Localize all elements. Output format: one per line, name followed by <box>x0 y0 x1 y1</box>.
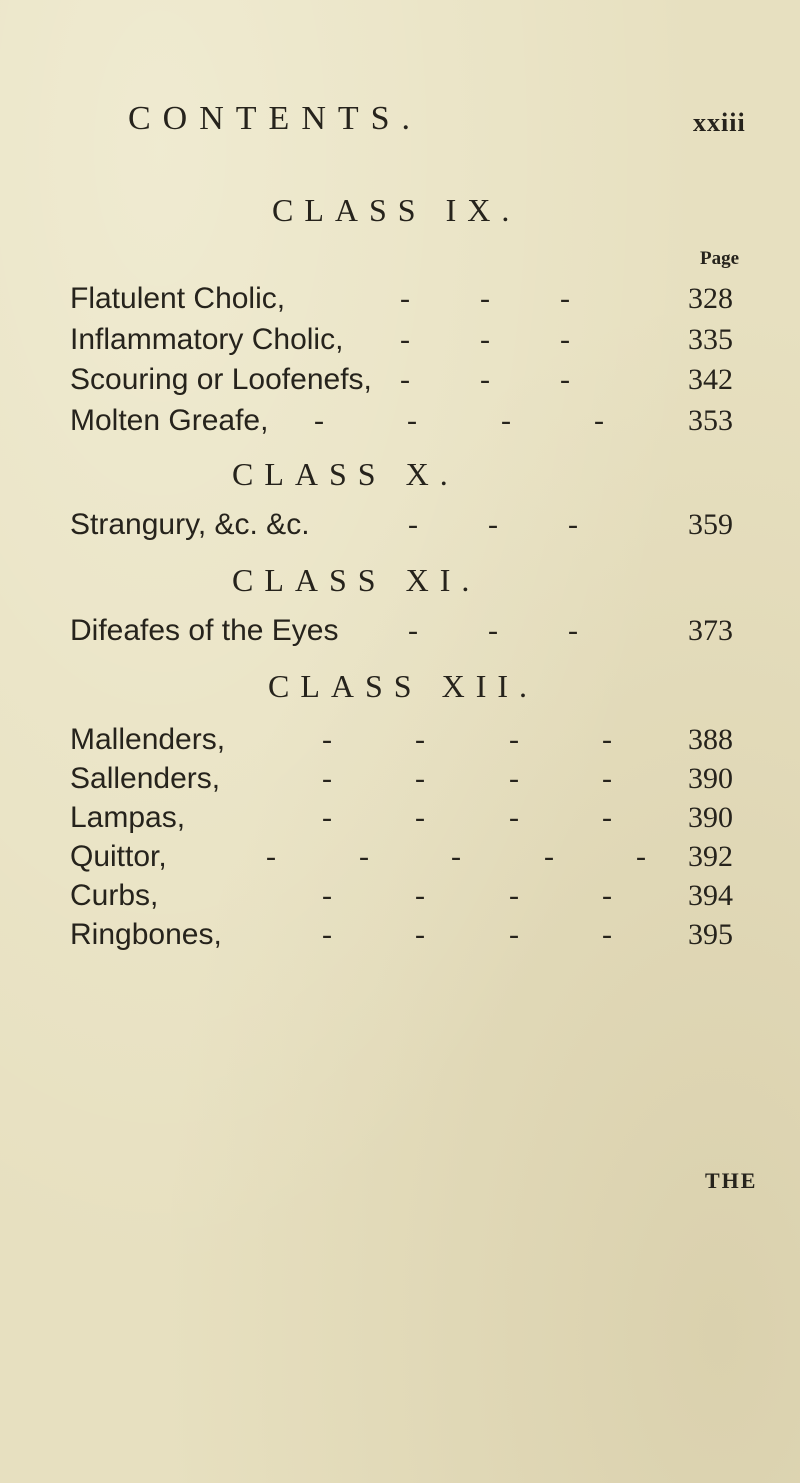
leader-dash: - <box>568 508 578 541</box>
contents-entry <box>70 723 750 763</box>
leader-dash: - <box>400 363 410 396</box>
leader-dash: - <box>322 879 332 912</box>
leader-dash: - <box>266 840 276 873</box>
contents-entry <box>70 762 750 802</box>
leader-dash: - <box>509 879 519 912</box>
leader-dash: - <box>488 508 498 541</box>
entry-title: Curbs, <box>70 879 159 912</box>
contents-entry <box>70 282 750 322</box>
entry-title: Lampas, <box>70 801 186 834</box>
leader-dash: - <box>408 614 418 647</box>
entry-title: Scouring or Loofenefs, <box>70 363 372 396</box>
entry-page: 395 <box>688 918 733 951</box>
leader-dash: - <box>415 801 425 834</box>
entry-title: Strangury, &c. &c. <box>70 508 310 541</box>
page-column-label: Page <box>700 248 740 269</box>
leader-dash: - <box>400 282 410 315</box>
section-heading: CLASS X. <box>232 456 459 492</box>
leader-dash: - <box>314 404 324 437</box>
entry-title: Flatulent Cholic, <box>70 282 286 315</box>
leader-dash: - <box>359 840 369 873</box>
leader-dash: - <box>322 723 332 756</box>
leader-dash: - <box>322 801 332 834</box>
leader-dash: - <box>560 363 570 396</box>
leader-dash: - <box>509 918 519 951</box>
page-number: xxiii <box>693 108 746 137</box>
section-heading: CLASS IX. <box>272 192 521 228</box>
entry-title: Difeafes of the Eyes <box>70 614 339 647</box>
running-head-title: CONTENTS. <box>128 100 423 137</box>
entry-page: 335 <box>688 323 733 356</box>
contents-entry <box>70 363 750 403</box>
leader-dash: - <box>415 879 425 912</box>
leader-dash: - <box>509 762 519 795</box>
entry-page: 392 <box>688 840 733 873</box>
leader-dash: - <box>602 879 612 912</box>
contents-entry <box>70 508 750 548</box>
leader-dash: - <box>407 404 417 437</box>
entry-page: 390 <box>688 801 733 834</box>
leader-dash: - <box>480 323 490 356</box>
leader-dash: - <box>415 918 425 951</box>
entry-page: 394 <box>688 879 733 912</box>
leader-dash: - <box>451 840 461 873</box>
leader-dash: - <box>636 840 646 873</box>
contents-entry <box>70 918 750 958</box>
entry-page: 390 <box>688 762 733 795</box>
leader-dash: - <box>594 404 604 437</box>
leader-dash: - <box>480 363 490 396</box>
leader-dash: - <box>602 723 612 756</box>
leader-dash: - <box>415 762 425 795</box>
catchword: THE <box>705 1168 758 1193</box>
leader-dash: - <box>408 508 418 541</box>
contents-entry <box>70 614 750 654</box>
leader-dash: - <box>400 323 410 356</box>
leader-dash: - <box>488 614 498 647</box>
entry-page: 373 <box>688 614 733 647</box>
leader-dash: - <box>602 762 612 795</box>
leader-dash: - <box>509 801 519 834</box>
entry-page: 328 <box>688 282 733 315</box>
leader-dash: - <box>509 723 519 756</box>
contents-entry <box>70 323 750 363</box>
entry-title: Sallenders, <box>70 762 221 795</box>
entry-title: Mallenders, <box>70 723 226 756</box>
leader-dash: - <box>602 801 612 834</box>
contents-entry <box>70 879 750 919</box>
section-heading: CLASS XII. <box>268 668 539 704</box>
entry-title: Molten Greafe, <box>70 404 269 437</box>
leader-dash: - <box>560 323 570 356</box>
entry-title: Inflammatory Cholic, <box>70 323 344 356</box>
leader-dash: - <box>560 282 570 315</box>
contents-entry <box>70 801 750 841</box>
leader-dash: - <box>322 762 332 795</box>
leader-dash: - <box>415 723 425 756</box>
entry-page: 388 <box>688 723 733 756</box>
entry-page: 353 <box>688 404 733 437</box>
entry-page: 359 <box>688 508 733 541</box>
contents-entry <box>70 404 750 444</box>
leader-dash: - <box>602 918 612 951</box>
entry-page: 342 <box>688 363 733 396</box>
leader-dash: - <box>501 404 511 437</box>
leader-dash: - <box>568 614 578 647</box>
section-heading: CLASS XI. <box>232 562 481 598</box>
leader-dash: - <box>544 840 554 873</box>
leader-dash: - <box>322 918 332 951</box>
leader-dash: - <box>480 282 490 315</box>
entry-title: Ringbones, <box>70 918 222 951</box>
entry-title: Quittor, <box>70 840 167 873</box>
contents-entry <box>70 840 750 880</box>
